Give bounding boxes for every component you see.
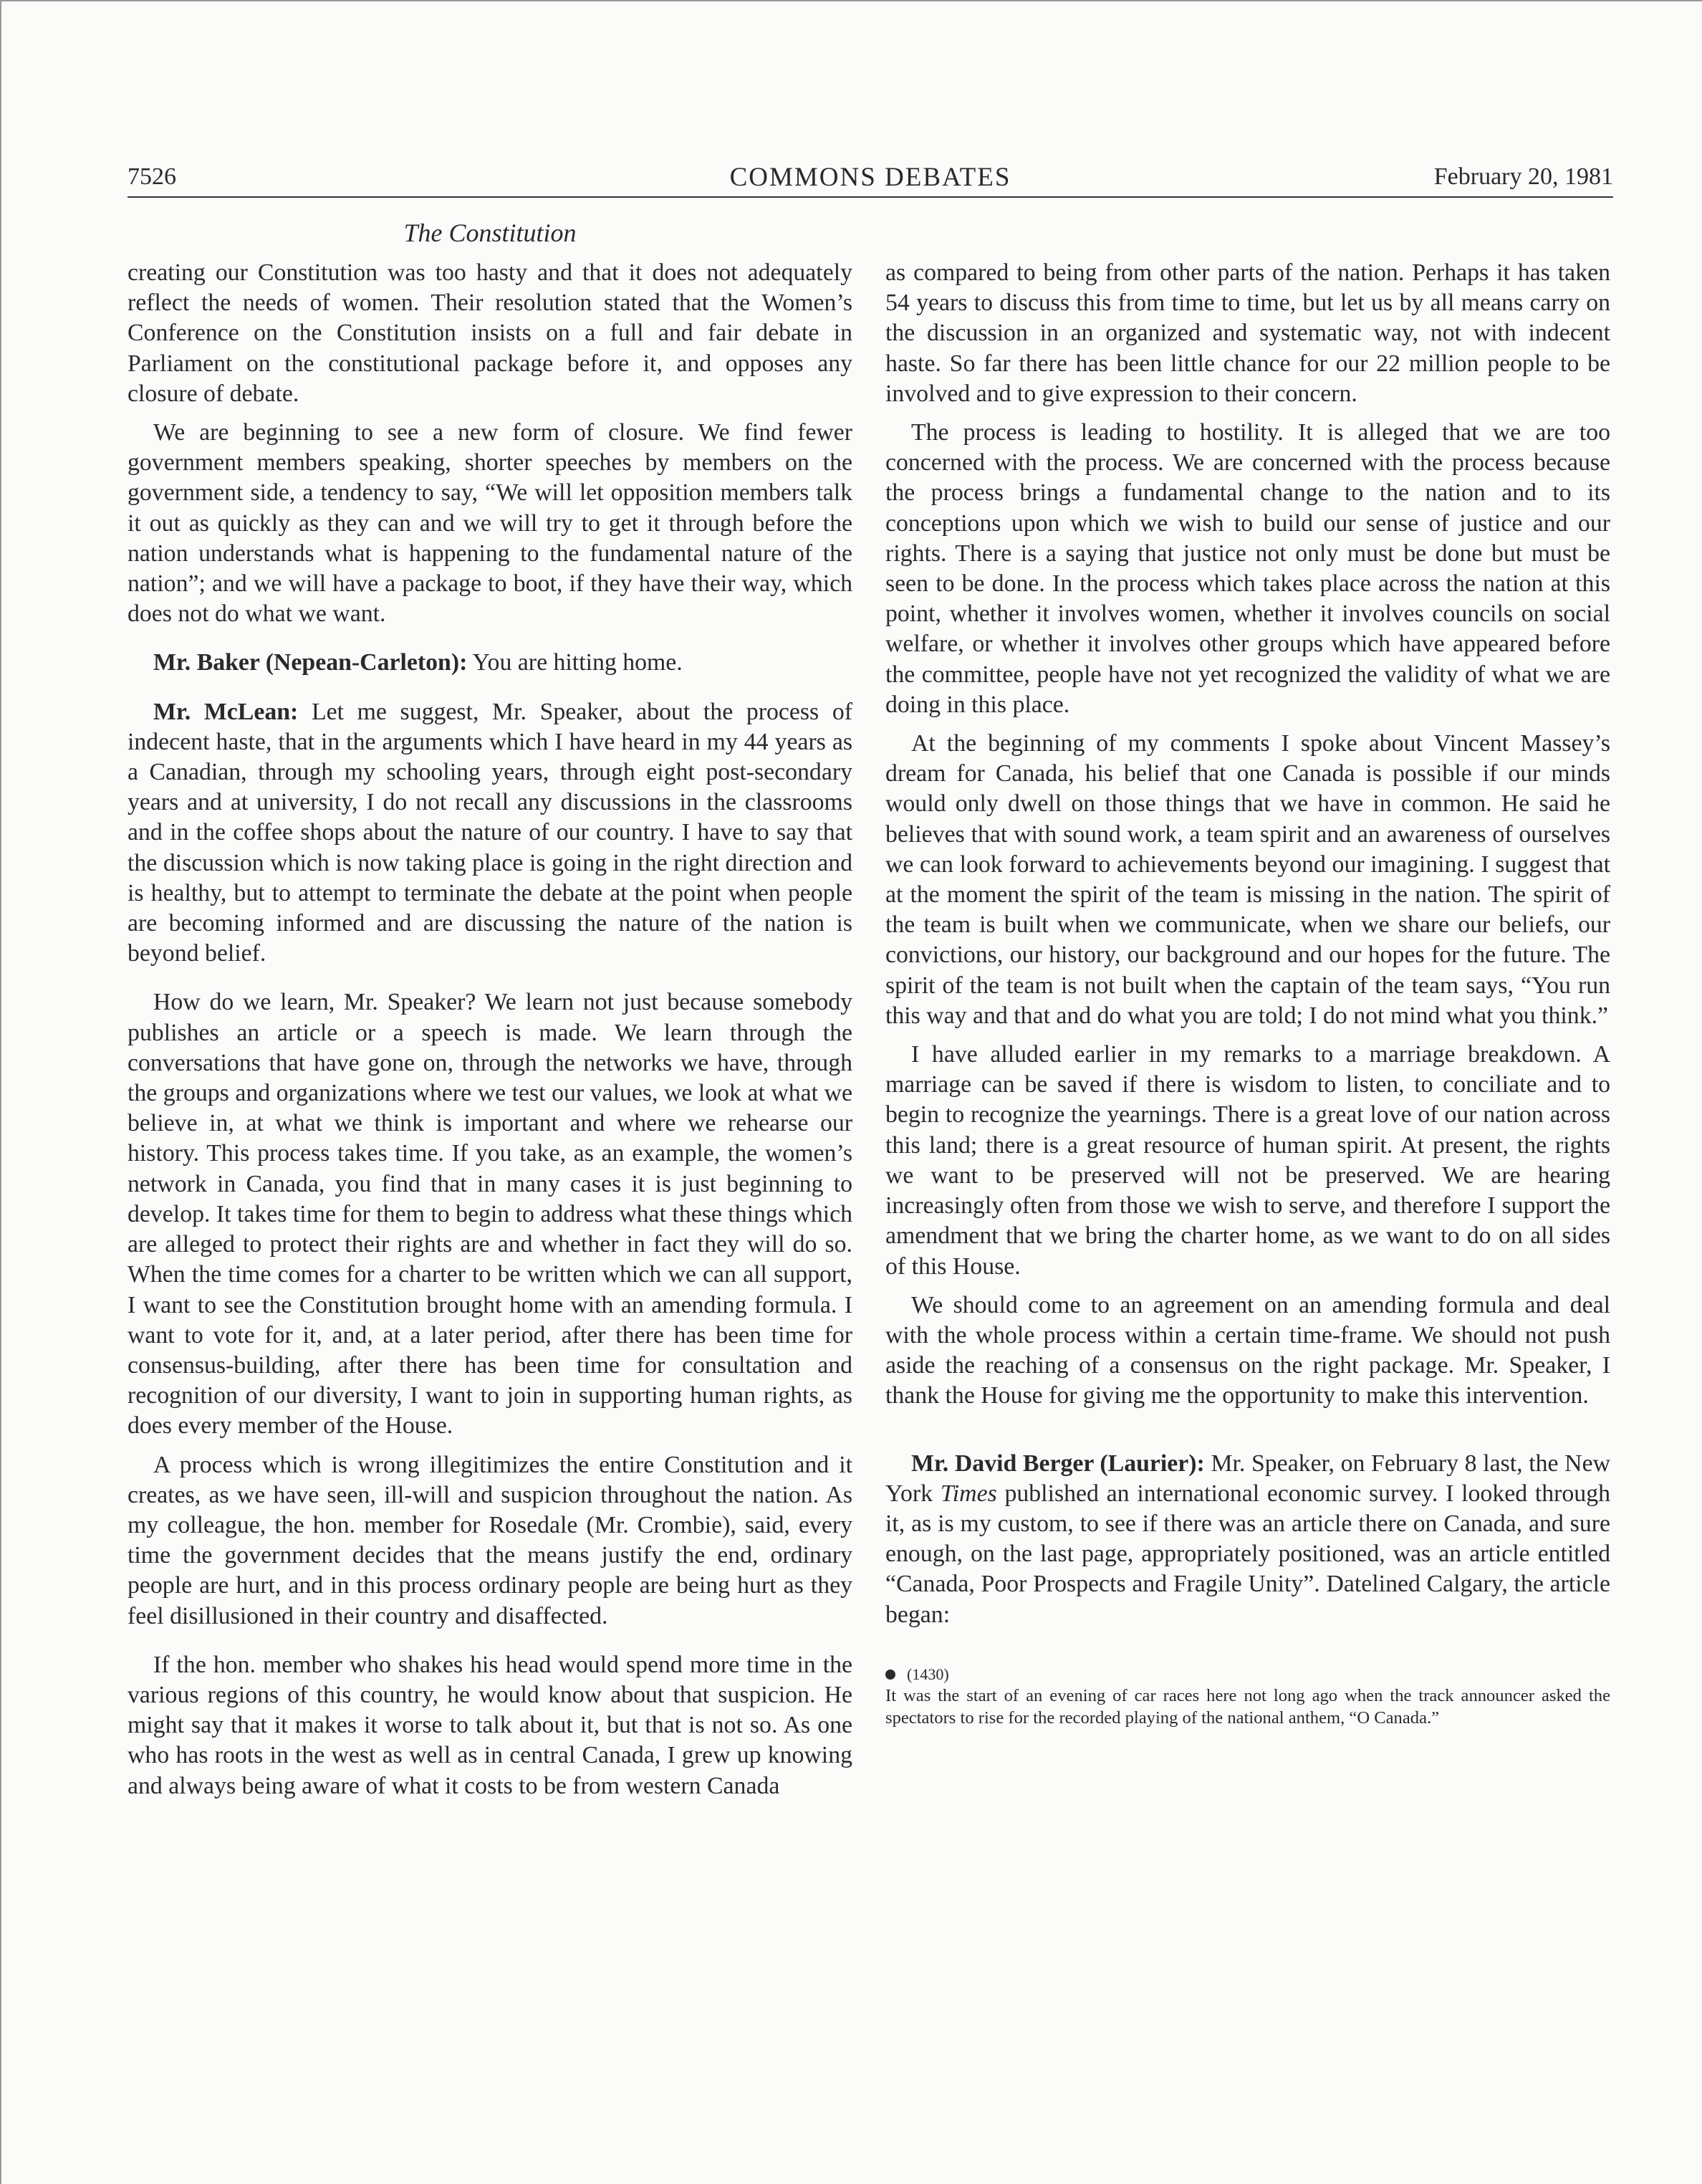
right-column (885, 258, 1610, 1729)
speaker-name: Mr. McLean: (153, 698, 299, 725)
speech-text: Mr. Speaker, on February 8 last, the New York (885, 1450, 1610, 1507)
time-marker (885, 1665, 1610, 1685)
paragraph: We are beginning to see a new form of closure. We find fewer government members speaking, shorter speeches by members on the government side, a tendency to say, “We will let opposition members talk it out as quickly as they can and we will try to get it through before the nation understands what is happening to the fundamental nature of the nation”; and we will have a package to boot, if they have their way, which does not do what we want. (128, 419, 852, 628)
bullet-icon (885, 1670, 895, 1680)
page-number: 7526 (128, 163, 176, 190)
speaker-name: Mr. David Berger (Laurier): (911, 1450, 1205, 1477)
time-marker-text: (1430) (907, 1665, 949, 1683)
paragraph: How do we learn, Mr. Speaker? We learn not just because somebody publishes an article or a speech is made. We learn through the conversations that have gone on, through the networks we have, through the groups and organizations where we test our values, we look at what we believe in, at what we think is important and where we rehearse our history. This process takes time. If you take, as an example, the women’s network in Canada, you find that in many cases it is just beginning to develop. It takes time for them to begin to address what these things which are alleged to protect their rights are and whether in fact they will do so. When the time comes for a charter to be written which we can all support, I want to see the Constitution brought home with an amending formula. I want to vote for it, and, at a later period, after there has been time for consensus-building, after there has been time for consultation and recognition of our diversity, I want to join in supporting human rights, as does every member of the House. (128, 989, 852, 1440)
speech-paragraph (885, 1449, 1610, 1630)
paragraph: The process is leading to hostility. It is alleged that we are too concerned with the process. We are concerned with the process because the process brings a fundamental change to the nation and to its conceptions upon which we wish to build our sense of justice and our rights. There is a saying that justice not only must be done but must be seen to be done. In the process which takes place across the nation at this point, whether it involves women, whether it involves councils on social welfare, or whether it involves other groups which have appeared before the committee, people have not yet recognized the validity of what we are doing in this place. (885, 419, 1610, 718)
speech-text: You are hitting home. (467, 649, 683, 676)
paragraph: If the hon. member who shakes his head would spend more time in the various regions of this country, he would know about that suspicion. He might say that it makes it worse to talk about it, but that is not so. As one who has roots in the west as well as in central Canada, I grew up knowing and always being aware of what it costs to be from western Canada (128, 1651, 852, 1799)
speech-text: Let me suggest, Mr. Speaker, about the process of indecent haste, that in the arguments which I have heard in my 44 years as a Canadian, through my schooling years, through eight post-secondary years and at university, I do not recall any discussions in the classrooms and in the coffee shops about the nature of our country. I have to say that the discussion which is now taking place is going in the right direction and is healthy, but to attempt to terminate the debate at the point when people are becoming informed and are discussing the nature of the nation is beyond belief. (128, 698, 852, 967)
speaker-name: Mr. Baker (Nepean-Carleton): (153, 649, 468, 676)
newspaper-title: Times (940, 1480, 997, 1507)
paragraph: At the beginning of my comments I spoke about Vincent Massey’s dream for Canada, his belief that one Canada is possible if our minds would only dwell on those things that we have in common. He said he believes that with sound work, a team spirit and an awareness of ourselves we can look forward to achievements beyond our imagining. I suggest that at the moment the spirit of the team is missing in the nation. The spirit of the team is built when we communicate, when we share our beliefs, our convictions, our history, our background and our hopes for the future. The spirit of the team is not built when the captain of the team says, “You run this way and that and do what you are told; I do not mind what you think.” (885, 730, 1610, 1029)
speech-text: published an international economic survey. I looked through it, as is my custom, to see if there was an article there on Canada, and sure enough, on the last page, appropriately positioned, was an article entitled “Canada, Poor Prospects and Fragile Unity”. Datelined Calgary, the article began: (885, 1480, 1611, 1628)
paragraph: We should come to an agreement on an amending formula and deal with the whole process within a certain time-frame. We should not push aside the reaching of a consensus on the right package. Mr. Speaker, I thank the House for giving me the opportunity to make this intervention. (885, 1291, 1610, 1409)
paragraph: A process which is wrong illegitimizes the entire Constitution and it creates, as we have seen, ill-will and suspicion throughout the nation. As my colleague, the hon. member for Rosedale (Mr. Crombie), said, every time the government decides that the means justify the end, ordinary people are hurt, and in this process ordinary people are being hurt as they feel disillusioned in their country and disaffected. (128, 1451, 852, 1629)
paragraph: as compared to being from other parts of the nation. Perhaps it has taken 54 years to discuss this from time to time, but let us by all means carry on the discussion in an organized and systematic way, not with indecent haste. So far there has been little chance for our 22 million people to be involved and to give expression to their concern. (885, 259, 1610, 407)
speech-paragraph (128, 648, 852, 678)
journal-title: COMMONS DEBATES (729, 163, 1011, 192)
issue-date: February 20, 1981 (1433, 163, 1613, 190)
block-quotation: It was the start of an evening of car races here not long ago when the track announcer asked the spectators to rise for the recorded playing of the national anthem, “O Canada.” (885, 1685, 1610, 1728)
left-column (128, 258, 852, 1801)
running-header (128, 161, 1613, 198)
subject-heading: The Constitution (403, 219, 577, 247)
speech-paragraph (128, 697, 852, 969)
paragraph: creating our Constitution was too hasty and that it does not adequately reflect the needs of women. Their resolution stated that the Women’s Conference on the Constitution insists on a full and fair debate in Parliament on the constitutional package before it, and opposes any closure of debate. (128, 259, 852, 407)
paragraph: I have alluded earlier in my remarks to a marriage breakdown. A marriage can be saved if there is wisdom to listen, to conciliate and to begin to recognize the yearnings. There is a great love of our nation across this land; there is a great resource of human spirit. At present, the rights we want to be preserved will not be preserved. We are hearing increasingly often from those we wish to serve, and therefore I support the amendment that we bring the charter home, as we want to do on all sides of this House. (885, 1041, 1610, 1280)
